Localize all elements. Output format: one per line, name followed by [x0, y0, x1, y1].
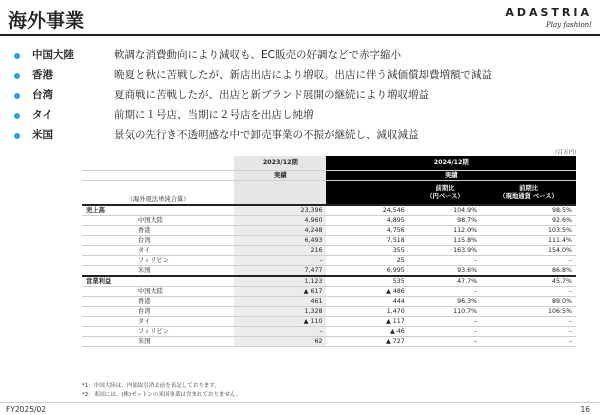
- cell-prev: ▲ 617: [234, 287, 326, 297]
- cell-curr: ▲ 117: [326, 317, 408, 327]
- cell-prev: 1,123: [234, 276, 326, 287]
- indent-cell: [82, 226, 132, 236]
- table-row: [82, 337, 576, 347]
- unit-label: （百万円）: [552, 150, 580, 156]
- cell-yoy-local: 92.6%: [481, 216, 576, 226]
- page-number: 16: [580, 405, 590, 414]
- prev-period-header: 2023/12期: [234, 156, 326, 171]
- table-caption: （海外現法単純合算）: [82, 181, 234, 206]
- cell-prev: 6,493: [234, 236, 326, 246]
- cell-yoy-local: –: [481, 287, 576, 297]
- bullet-item: [14, 127, 594, 147]
- footnote: *1：中国大陸は、内部取引消去前を表記しております。: [82, 383, 220, 389]
- table-row: [82, 205, 576, 216]
- table-row: [82, 226, 576, 236]
- bullet-item: [14, 47, 594, 67]
- cell-yoy-local: –: [481, 327, 576, 337]
- cell-curr: ▲ 46: [326, 327, 408, 337]
- bullet-text: 夏商戦に苦戦したが、出店と新ブランド展開の継続により増収増益: [114, 89, 429, 101]
- cell-curr: 535: [326, 276, 408, 287]
- bullet-list: [14, 47, 594, 147]
- table-row: [82, 266, 576, 277]
- table-row: [82, 317, 576, 327]
- cell-yoy-jpy: 104.9%: [409, 205, 481, 216]
- table-header-row: [82, 156, 576, 171]
- cell-yoy-local: –: [481, 256, 576, 266]
- cell-yoy-local: 98.5%: [481, 205, 576, 216]
- row-label: 台湾: [132, 236, 234, 246]
- cell-curr: 1,470: [326, 307, 408, 317]
- cell-yoy-jpy: 98.7%: [409, 216, 481, 226]
- bullet-item: [14, 67, 594, 87]
- row-label: フィリピン: [132, 327, 234, 337]
- table-row: [82, 216, 576, 226]
- cell-curr: 355: [326, 246, 408, 256]
- cell-yoy-jpy: –: [409, 337, 481, 347]
- bullet-dot-icon: [14, 93, 20, 99]
- indent-cell: [82, 297, 132, 307]
- profit-section: [82, 276, 576, 347]
- cell-curr: 6,995: [326, 266, 408, 277]
- table-row: [82, 297, 576, 307]
- row-label: 中国大陸: [132, 287, 234, 297]
- cell-yoy-jpy: 110.7%: [409, 307, 481, 317]
- bullet-region: 香港: [32, 69, 53, 81]
- row-label: フィリピン: [132, 256, 234, 266]
- bullet-item: [14, 107, 594, 127]
- cell-curr: 444: [326, 297, 408, 307]
- cell-yoy-local: 106.5%: [481, 307, 576, 317]
- indent-cell: [82, 246, 132, 256]
- overseas-results-table: [82, 156, 576, 347]
- bullet-dot-icon: [14, 53, 20, 59]
- row-label: 米国: [132, 337, 234, 347]
- indent-cell: [82, 216, 132, 226]
- cell-yoy-jpy: –: [409, 317, 481, 327]
- cell-curr: 4,895: [326, 216, 408, 226]
- logo-wordmark: ADASTRIA: [505, 6, 592, 19]
- bullet-region: 中国大陸: [32, 49, 74, 61]
- cell-yoy-local: 86.8%: [481, 266, 576, 277]
- cell-prev: 4,248: [234, 226, 326, 236]
- indent-cell: [82, 256, 132, 266]
- yoy-local-header: 前期比 （現地通貨 ベース）: [481, 181, 576, 206]
- page-title: 海外事業: [8, 10, 85, 32]
- actual-header: 実績: [234, 171, 326, 181]
- cell-curr: 4,756: [326, 226, 408, 236]
- logo-tagline: Play fashion!: [546, 21, 592, 29]
- cell-prev: 1,328: [234, 307, 326, 317]
- cell-prev: 4,960: [234, 216, 326, 226]
- cell-curr: ▲ 727: [326, 337, 408, 347]
- bullet-text: 軟調な消費動向により減収も、EC販売の好調などで赤字縮小: [114, 49, 401, 61]
- cell-prev: 7,477: [234, 266, 326, 277]
- bullet-region: 台湾: [32, 89, 53, 101]
- table-row: [82, 236, 576, 246]
- cell-yoy-jpy: 115.8%: [409, 236, 481, 246]
- cell-yoy-jpy: 112.0%: [409, 226, 481, 236]
- company-logo: [505, 6, 592, 29]
- bullet-dot-icon: [14, 113, 20, 119]
- row-label: 香港: [132, 226, 234, 236]
- row-label: 中国大陸: [132, 216, 234, 226]
- footer-period: FY2025/02: [6, 405, 47, 414]
- row-label: 米国: [132, 266, 234, 277]
- bullet-dot-icon: [14, 73, 20, 79]
- cell-yoy-local: 111.4%: [481, 236, 576, 246]
- row-label: 香港: [132, 297, 234, 307]
- cell-curr: 24,546: [326, 205, 408, 216]
- bullet-text: 前期に１号店、当期に２号店を出店し純増: [114, 109, 314, 121]
- curr-period-header: 2024/12期: [326, 156, 576, 171]
- cell-prev: 62: [234, 337, 326, 347]
- table-row: [82, 256, 576, 266]
- row-label: 台湾: [132, 307, 234, 317]
- cell-curr: ▲ 486: [326, 287, 408, 297]
- indent-cell: [82, 307, 132, 317]
- bullet-text: 景気の先行き不透明感な中で卸売事業の不振が継続し、減収減益: [114, 129, 419, 141]
- cell-yoy-jpy: 163.9%: [409, 246, 481, 256]
- cell-yoy-jpy: 47.7%: [409, 276, 481, 287]
- indent-cell: [82, 287, 132, 297]
- bullet-region: タイ: [32, 109, 53, 121]
- title-rule: [0, 34, 600, 36]
- cell-prev: –: [234, 327, 326, 337]
- table-row: [82, 246, 576, 256]
- cell-yoy-local: –: [481, 317, 576, 327]
- section-label: 営業利益: [82, 276, 234, 287]
- cell-yoy-jpy: –: [409, 327, 481, 337]
- cell-yoy-local: 103.5%: [481, 226, 576, 236]
- yoy-jpy-header: 前期比 （円ベース）: [409, 181, 481, 206]
- bullet-text: 晩夏と秋に苦戦したが、新店出店により増収。出店に伴う減価償却費増額で減益: [114, 69, 492, 81]
- cell-yoy-jpy: –: [409, 256, 481, 266]
- indent-cell: [82, 266, 132, 277]
- cell-curr: 7,518: [326, 236, 408, 246]
- indent-cell: [82, 327, 132, 337]
- cell-yoy-jpy: –: [409, 287, 481, 297]
- row-label: タイ: [132, 246, 234, 256]
- table-row: [82, 307, 576, 317]
- table-header-row: [82, 181, 576, 206]
- cell-yoy-local: 89.0%: [481, 297, 576, 307]
- footnote: *2：米国には、(株)ゼットンの米国事業は含まれておりません。: [82, 392, 242, 398]
- indent-cell: [82, 317, 132, 327]
- cell-prev: 23,396: [234, 205, 326, 216]
- section-label: 売上高: [82, 205, 234, 216]
- cell-yoy-jpy: 93.6%: [409, 266, 481, 277]
- bullet-item: [14, 87, 594, 107]
- bullet-dot-icon: [14, 133, 20, 139]
- table-row: [82, 287, 576, 297]
- cell-yoy-local: 154.0%: [481, 246, 576, 256]
- actual-header: 実績: [326, 171, 576, 181]
- bullet-region: 米国: [32, 129, 53, 141]
- cell-prev: –: [234, 256, 326, 266]
- sales-section: [82, 205, 576, 276]
- table-header-row: [82, 171, 576, 181]
- row-label: タイ: [132, 317, 234, 327]
- cell-prev: 461: [234, 297, 326, 307]
- indent-cell: [82, 236, 132, 246]
- table-row: [82, 276, 576, 287]
- table-row: [82, 327, 576, 337]
- cell-prev: ▲ 110: [234, 317, 326, 327]
- cell-yoy-jpy: 96.3%: [409, 297, 481, 307]
- indent-cell: [82, 337, 132, 347]
- cell-prev: 216: [234, 246, 326, 256]
- cell-yoy-local: 45.7%: [481, 276, 576, 287]
- cell-curr: 25: [326, 256, 408, 266]
- footer-rule: [0, 402, 600, 403]
- cell-yoy-local: –: [481, 337, 576, 347]
